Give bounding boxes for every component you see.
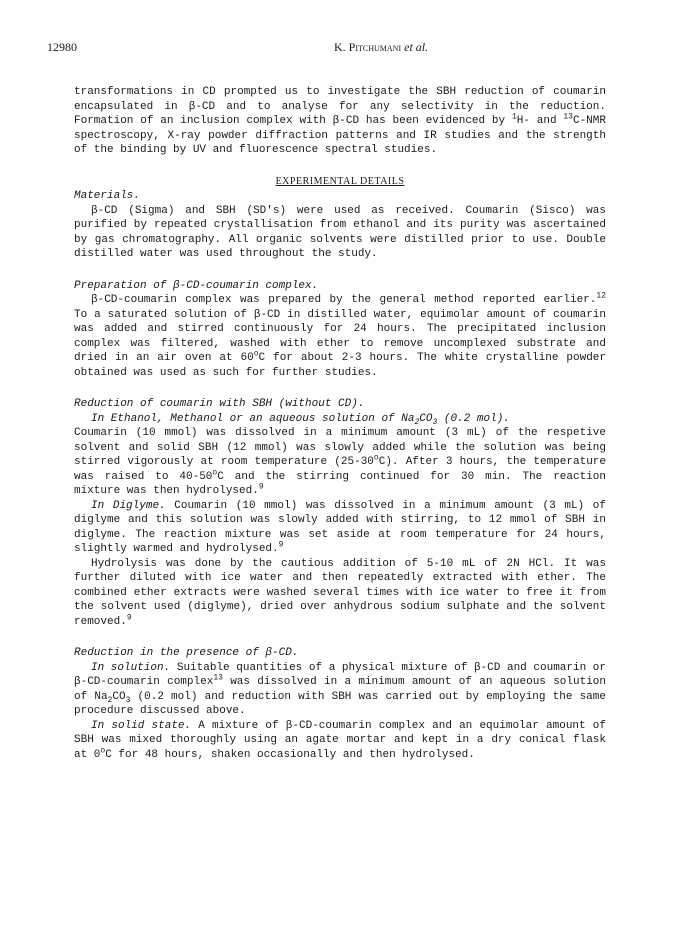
degree-sign: o <box>253 349 259 359</box>
running-header <box>47 40 607 56</box>
reduction-diglyme-paragraph <box>74 499 606 557</box>
preparation-text-a: β-CD-coumarin complex was prepared by the general method reported earlier. <box>91 294 597 306</box>
reference-9: 9 <box>126 612 132 622</box>
degree-sign: o <box>100 745 106 755</box>
subscript-3: 3 <box>125 695 131 705</box>
degree-sign: o <box>373 453 379 463</box>
solid-state-paragraph <box>74 719 606 763</box>
diglyme-text: Coumarin (10 mmol) was dissolved in a minimum amount (3 mL) of diglyme and this solution was slowly added with stirring, to 12 mmol of SBH in diglyme. The reaction mixture was set aside at room temperature for 24 hours, slightly warmed and hydrolysed. <box>74 499 606 555</box>
article-body <box>74 85 606 762</box>
author-initial: K. P <box>334 40 356 54</box>
reduction-no-cd-heading: Reduction of coumarin with SBH (without CD). <box>74 398 365 410</box>
solvents-text-c: C and the stirring continued for 30 min. The reaction mixture was then hydrolysed. <box>74 470 607 497</box>
materials-paragraph: β-CD (Sigma) and SBH (SD's) were used as received. Coumarin (Sisco) was purified by repeated crystallisation from ethanol and its purity was ascertained by gas chromatography. All organic solvents were distilled prior to use. Double distilled water was used throughout the study. <box>74 204 606 260</box>
subscript-3: 3 <box>432 417 438 427</box>
section-title: EXPERIMENTAL DETAILS <box>275 175 405 187</box>
subscript-2: 2 <box>107 695 113 705</box>
solvents-text-a: Coumarin (10 mmol) was dissolved in a minimum amount (3 mL) of the respetive solvent and solid SBH (12 mmol) was slowly added while the solution was being stirred vigorously at room temperature (25-30 <box>74 427 606 468</box>
solution-text-c: CO <box>112 690 126 703</box>
h1-superscript: 1 <box>511 112 517 122</box>
author-et-al: et al. <box>401 40 429 54</box>
reduction-solvents-paragraph <box>74 426 606 499</box>
preparation-text-b: To a saturated solution of β-CD in distilled water, equimolar amount of coumarin was added and stirred continuously for 24 hours. The precipitated inclusion complex was filtered, washed with ether to remove uncomplexed substrate and dried in an air oven at 60 <box>74 308 606 364</box>
solution-text-b: was dissolved in a minimum amount of an aqueous solution of Na <box>74 676 607 703</box>
hydrolysis-paragraph <box>74 557 606 630</box>
solvents-text-b: C). After 3 hours, the temperature was raised to 40-50 <box>74 456 606 483</box>
reduction-cd-heading: Reduction in the presence of β-CD. <box>74 647 299 659</box>
intro-text: transformations in CD prompted us to investigate the SBH reduction of coumarin encapsulated in β-CD and to analyse for any selectivity in the reduction. Formation of an inclusion complex with β-CD has been evidenced by <box>74 86 606 127</box>
intro-text-mid: H- and <box>516 115 564 127</box>
preparation-text-c: C for about 2-3 hours. The white crystalline powder obtained was used as such for further studies. <box>74 352 606 379</box>
reference-13: 13 <box>213 673 223 683</box>
solid-state-subheading: In solid state. <box>91 719 192 732</box>
solution-text-a: Suitable quantities of a physical mixture of β-CD and coumarin or β-CD-coumarin complex <box>74 661 607 688</box>
diglyme-subheading: In Diglyme. <box>91 499 166 512</box>
materials-heading: Materials. <box>74 190 141 202</box>
subscript-2: 2 <box>414 417 420 427</box>
author-surname: itchumani <box>355 40 402 54</box>
section-title-row <box>74 175 606 190</box>
subheading-text-c: (0.2 mol). <box>437 412 510 425</box>
intro-paragraph <box>74 85 606 158</box>
reference-9: 9 <box>258 482 264 492</box>
running-author <box>334 40 428 55</box>
page-number: 12980 <box>47 40 77 54</box>
preparation-heading: Preparation of β-CD-coumarin complex. <box>74 279 319 292</box>
hydrolysis-text: Hydrolysis was done by the cautious addition of 5-10 mL of 2N HCl. It was further diluted with ice water and then repeatedly extracted with ether. The combined ether extracts were washed several times with ice water to free it from the solvent used (diglyme), dried over anhydrous sodium sulphate and the solvent removed. <box>74 557 606 628</box>
spacer <box>74 158 606 175</box>
spacer <box>74 262 606 279</box>
solid-state-text-a: A mixture of β-CD-coumarin complex and an equimolar amount of SBH was mixed thoroughly using an agate mortar and kept in a dry conical flask at 0 <box>74 719 606 761</box>
reference-12: 12 <box>596 291 606 301</box>
c13-superscript: 13 <box>563 112 573 122</box>
preparation-paragraph <box>74 293 606 380</box>
subheading-text-b: CO <box>419 412 433 425</box>
reduction-solvents-subheading <box>74 412 606 427</box>
solution-text-d: (0.2 mol) and reduction with SBH was carried out by employing the same procedure discussed above. <box>74 690 606 717</box>
intro-text-end: C-NMR spectroscopy, X-ray powder diffraction patterns and IR studies and the strength of the binding by UV and fluorescence spectral studies. <box>74 115 606 156</box>
solution-subheading: In solution. <box>91 661 171 674</box>
reference-9: 9 <box>278 540 284 550</box>
solution-paragraph <box>74 661 606 719</box>
subheading-text-a: In Ethanol, Methanol or an aqueous solution of Na <box>91 412 415 425</box>
solid-state-text-b: C for 48 hours, shaken occasionally and then hydrolysed. <box>105 748 475 761</box>
degree-sign: o <box>212 467 218 477</box>
spacer <box>74 380 606 397</box>
spacer <box>74 629 606 646</box>
